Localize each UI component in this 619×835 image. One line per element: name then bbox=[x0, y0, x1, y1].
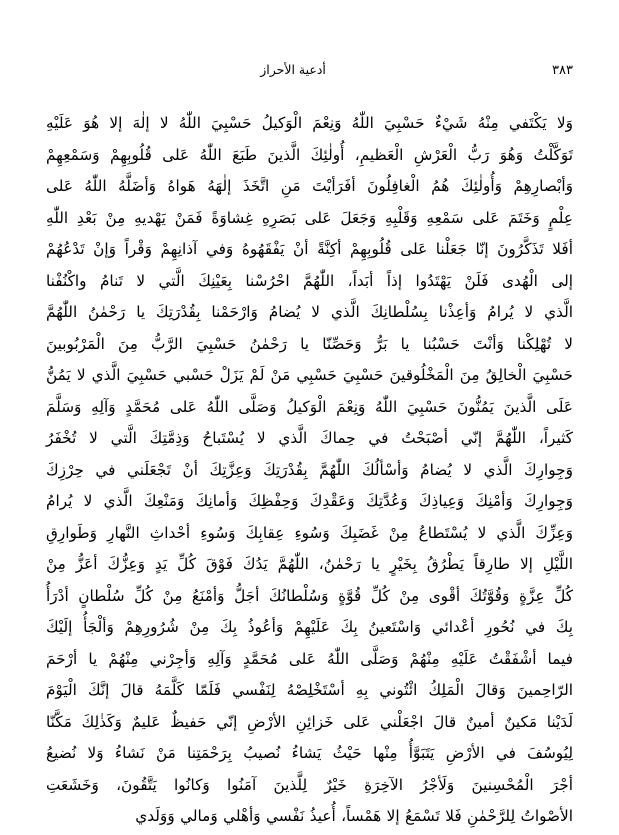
text-line: وَلا يَكْتَفي مِنْهُ شَيْءٌ حَسْبِيَ اللّٰهُ وَنِعْمَ الْوَكيلُ حَسْبِيَ اللّٰهُ لا إلٰهَ إلا هُوَ عَلَيْهِ bbox=[46, 114, 573, 132]
text-line: وَأبْصارِهِمْ وَأُولٰئِكَ هُمُ الْغافِلُونَ أفَرَأيْتَ مَنِ اتَّخَذَ إلٰهَهُ هَواهُ وَأضَلَّهُ اللّٰهُ عَلى bbox=[46, 177, 573, 195]
body-text bbox=[46, 108, 573, 833]
text-line: الأصْواتُ لِلرَّحْمٰنِ فَلا تَسْمَعُ إلا هَمْساً، أُعيذُ نَفْسي وَأهْلي وَمالي وَوَلَدي bbox=[135, 807, 573, 825]
text-line: أفَلا تَذَكَّرُونَ إنّا جَعَلْنا عَلى قُلُوبِهِمْ أكِنَّةً أنْ يَفْقَهُوهُ وَفي آذانِهِمْ وَقْراً وَإنْ تَدْعُهُمْ bbox=[46, 240, 573, 258]
page-number: ٣٨٣ bbox=[552, 63, 573, 78]
text-line: فيما أشْفَقْتُ عَلَيْهِ مِنْهُمْ وَصَلَّى اللّٰهُ عَلى مُحَمَّدٍ وَآلِهِ وَأجِرْني مِنْهُمْ يا أرْحَمَ bbox=[46, 649, 573, 668]
text-line: لا تُهْلِكْنا وَأنْتَ حَسْبُنا يا بَرُّ وَحَصِّنّا يا رَحْمٰنُ حَسْبِيَ الرَّبُّ مِنَ الْمَرْبُوبينَ bbox=[46, 334, 573, 353]
text-line: وَجِوارِكَ الَّذي لا يُضامُ وَأسْألُكَ اللّٰهُمَّ بِقُدْرَتِكَ وَعِزَّتِكَ أنْ تَجْعَلَني في حِرْزِكَ bbox=[46, 460, 573, 479]
text-line: كُلِّ عِزَّةٍ وَقُوَّتُكَ أقْوى مِنْ كُلِّ قُوَّةٍ وَسُلْطانُكَ أجَلُّ وَأمْنَعُ مِنْ كُلِّ سُلْطانٍ أدْرَأُ bbox=[46, 586, 573, 605]
text-line: وَجِوارِكَ وَأمْنِكَ وَعِياذِكَ وَعُدَّتِكَ وَعَقْدِكَ وَحِفْظِكَ وَأمانِكَ وَمَنْعِكَ الَّذي لا يُرامُ bbox=[46, 492, 573, 510]
text-line: لَدَيْنا مَكينٌ أمينٌ قالَ اجْعَلْني عَلى خَزائِنِ الأرْضِ إنّي حَفيظٌ عَليمٌ وَكَذٰلِكَ مَكَّنّا bbox=[46, 712, 573, 731]
text-line: الرّاحِمينَ وَقالَ الْمَلِكُ ائْتُوني بِهِ أسْتَخْلِصْهُ لِنَفْسي فَلَمّا كَلَّمَهُ قالَ إنَّكَ الْيَوْمَ bbox=[46, 681, 573, 699]
page-header bbox=[46, 62, 573, 78]
text-line: أجْرَ الْمُحْسِنينَ وَلَأجْرُ الآخِرَةِ خَيْرٌ لِلَّذينَ آمَنُوا وَكانُوا يَتَّقُونَ، وَخَشَعَتِ bbox=[46, 775, 573, 794]
text-line: كَثيراً، اللّٰهُمَّ إنّي أصْبَحْتُ في حِماكَ الَّذي لا يُسْتَباحُ وَذِمَّتِكَ الَّتي لا تُخْفَرُ bbox=[46, 429, 573, 447]
text-line: عَلَى الَّذينَ يَمُنُّونَ حَسْبِيَ اللّٰهُ وَنِعْمَ الْوَكيلُ وَصَلَّى اللّٰهُ عَلى مُحَمَّدٍ وَآلِهِ وَسَلَّمَ bbox=[46, 397, 573, 416]
text-line: عِلْمٍ وَخَتَمَ عَلى سَمْعِهِ وَقَلْبِهِ وَجَعَلَ عَلى بَصَرِهِ غِشاوَةً فَمَنْ يَهْديهِ مِنْ بَعْدِ اللّٰهِ bbox=[46, 208, 573, 227]
running-header-title: أدعية الأحراز bbox=[260, 62, 326, 77]
text-line: اللَّيْلِ إلا طارِقاً يَطْرُقُ بِخَيْرٍ يا رَحْمٰنُ، اللّٰهُمَّ يَدُكَ فَوْقَ كُلِّ يَدٍ وَعِزُّكَ أعَزُّ مِنْ bbox=[46, 555, 573, 573]
text-line: تَوَكَّلْتُ وَهُوَ رَبُّ الْعَرْشِ الْعَظيمِ، أُولٰئِكَ الَّذينَ طَبَعَ اللّٰهُ عَلى قُلُوبِهِمْ وَسَمْعِهِمْ bbox=[46, 145, 573, 164]
text-line: لِيُوسُفَ في الأرْضِ يَتَبَوَّأُ مِنْها حَيْثُ يَشاءُ نُصيبُ بِرَحْمَتِنا مَنْ نَشاءُ وَلا نُضيعُ bbox=[46, 744, 573, 762]
text-line: بِكَ في نُحُورِ أعْدائي وَاسْتَعينُ بِكَ عَلَيْهِمْ وَأعُوذُ بِكَ مِنْ شُرُورِهِمْ وَألْجَأُ إلَيْكَ bbox=[46, 618, 573, 636]
text-line: حَسْبِيَ الْخالِقُ مِنَ الْمَخْلُوقينَ حَسْبِيَ حَسْبِي مَنْ لَمْ يَزَلْ حَسْبي حَسْبِيَ الَّذي لا يَمُنُّ bbox=[46, 366, 573, 384]
text-line: إلى الْهُدى فَلَنْ يَهْتَدُوا إذاً أبَداً، اللّٰهُمَّ احْرُسْنا بِعَيْنِكَ الَّتي لا تَنامُ واكْنُفْنا bbox=[46, 271, 573, 290]
text-line: الَّذي لا يُرامُ وَأعِذْنا بِسُلْطانِكَ الَّذي لا يُضامُ وَارْحَمْنا بِقُدْرَتِكَ يا رَحْمٰنُ اللّٰهُمَّ bbox=[46, 303, 573, 321]
text-line: وَعِزِّكَ الَّذي لا يُسْتَطاعُ مِنْ غَضَبِكَ وَسُوءِ عِقابِكَ وَسُوءِ أحْداثِ النَّهارِ وَطَوارِقِ bbox=[46, 523, 573, 542]
